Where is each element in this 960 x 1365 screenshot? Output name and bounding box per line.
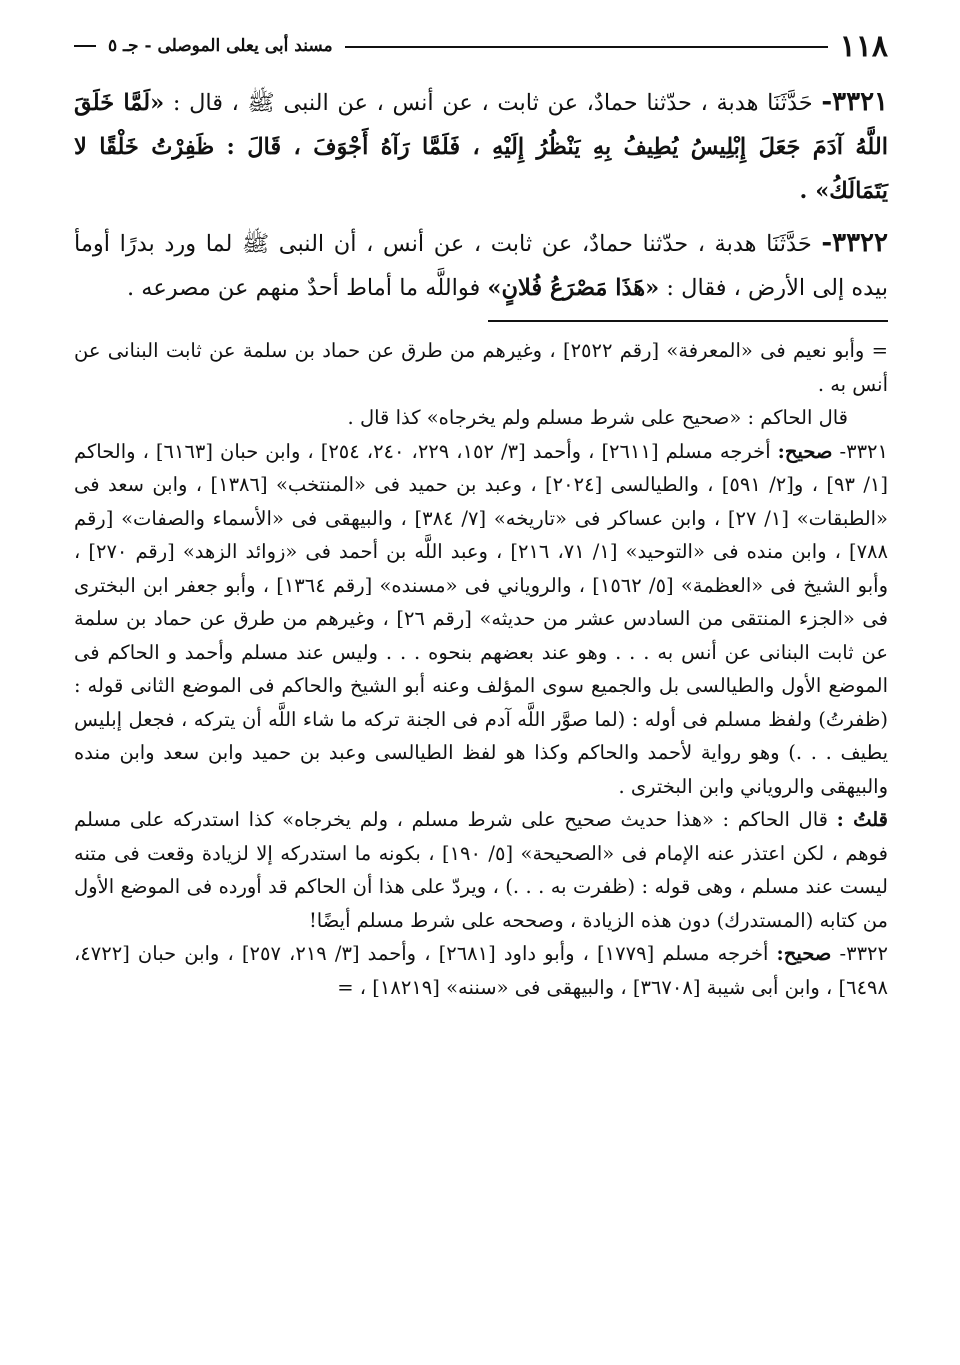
page-number: ١١٨: [839, 28, 888, 64]
hadith-text: فواللَّه ما أماط أحدٌ منهم عن مصرعه .: [126, 275, 481, 301]
main-text: [74, 80, 888, 310]
note-grade: صحيح:: [777, 439, 833, 463]
header-rule: [345, 46, 828, 48]
hadith-3322: [74, 221, 888, 310]
note-number: ٣٣٢١-: [839, 439, 889, 463]
hadith-chain: حَدَّثَنَا هدبة ، حدّثنا حمادٌ، عن ثابت ، عن أنس ، عن النبى ﷺ ، قال :: [172, 90, 813, 116]
note-3322: [74, 937, 888, 1004]
page-header: [74, 28, 888, 64]
note-body: أخرجه مسلم [١٧٧٩] ، وأبو داود [٢٦٨١] ، وأحمد [٣/ ٢١٩، ٢٥٧] ، وابن حبان [٤٧٢٢، ٦٤٩٨] ، وابن أبى شيبة [٣٦٧٠٨] ، والبيهقى فى «سننه» [١٨٢١٩] ، =: [74, 942, 888, 999]
hadith-number: ٣٣٢١-: [821, 87, 889, 117]
note-body: قال الحاكم : «هذا حديث صحيح على شرط مسلم ، ولم يخرجاه» كذا استدركه على مسلم فوهم ، لكن اعتذر عنه الإمام فى «الصحيحة» [٥/ ١٩٠] ، بكونه ما استدركه إلا لزيادة وقعت فى متنه ليست عند مسلم ، وهى قوله : (ظفرت به . . .) ، ويردّ على هذا أن الحاكم قد أورده فى الموضع الأول من كتابه (المستدرك) دون هذه الزيادة ، وصححه على شرط مسلم أيضًا!: [74, 808, 888, 932]
note-qultu-label: قلتُ :: [836, 808, 888, 831]
note-qultu: [74, 803, 888, 937]
header-dash: [74, 45, 96, 47]
page: [74, 28, 888, 1345]
hadith-text: حَدَّثَنَا هدبة ، حدّثنا حمادٌ، عن ثابت ، عن أنس ، أن النبى ﷺ لما ورد بدرًا أومأ بيده إلى الأرض ، فقال :: [74, 231, 888, 301]
hadith-3321: [74, 80, 888, 213]
note-grade: صحيح:: [776, 942, 832, 965]
note-body: أخرجه مسلم [٢٦١١] ، وأحمد [٣/ ١٥٢، ٢٢٩، ٢٤٠، ٢٥٤] ، وابن حبان [٦١٦٣] ، والحاكم [١/ ٩٣] ، و[٢/ ٥٩١] ، والطيالسى [٢٠٢٤] ، وعبد بن حميد فى «المنتخب» [١٣٨٦] ، وابن سعد فى «الطبقات» [١/ ٢٧] ، وابن عساكر فى «تاريخه» [٧/ ٣٨٤] ، والبيهقى فى «الأسماء والصفات» [رقم ٧٨٨] ، وابن منده فى «التوحيد» [١/ ٧١، ٢١٦] ، وعبد اللَّه بن أحمد فى «زوائد الزهد» [رقم ٢٧٠] ، وأبو الشيخ فى «العظمة» [٥/ ١٥٦٢] ، والروياني فى «مسنده» [رقم ١٣٦٤] ، وأبو جعفر ابن البخترى فى «الجزء المنتقى من السادس عشر من حديثه» [رقم ٢٦] ، وغيرهم من طرق عن حماد بن سلمة عن ثابت البنانى عن أنس به . . . وهو عند بعضهم بنحوه . . . وليس عند مسلم وأحمد و الحاكم فى الموضع الأول والطيالسى بل والجميع سوى المؤلف وعنه أبو الشيخ والحاكم فى الموضع الثانى قوله : (ظفرتُ) ولفظ مسلم فى أوله : (لما صوَّر اللَّه آدم فى الجنة تركه ما شاء اللَّه أن يتركه ، فجعل إبليس يطيف . . .) وهو رواية لأحمد والحاكم وكذا هو لفظ الطيالسى وعبد بن حميد وابن سعد وابن منده والبيهقى والروياني وابن البخترى .: [74, 439, 888, 798]
footnote-separator: [488, 320, 888, 322]
hadith-matn: «لَمَّا خَلَقَ اللَّهُ آدَمَ جَعَلَ إِبْلِيسُ يُطِيفُ بِهِ يَنْظُرُ إِلَيْهِ ، فَلَمَّا رَآهُ أَجْوَفَ ، قَالَ : ظَفِرْتُ خَلْقًا لا يَتَمَالَكُ» .: [74, 90, 888, 204]
hadith-number: ٣٣٢٢-: [821, 228, 888, 258]
note-number: ٣٣٢٢-: [839, 942, 888, 965]
note-hakim: قال الحاكم : «صحيح على شرط مسلم ولم يخرجاه» كذا قال .: [347, 406, 848, 429]
note-3321: [74, 435, 888, 804]
footnotes: [74, 334, 888, 1004]
hadith-matn: «هَذَا مَصْرَعُ فُلانٍ»: [487, 275, 660, 301]
book-title: مسند أبى يعلى الموصلى - جـ ٥: [108, 36, 333, 56]
note-continuation: = وأبو نعيم فى «المعرفة» [رقم ٢٥٢٢] ، وغيرهم من طرق عن حماد بن سلمة عن ثابت البنانى عن أنس به .: [74, 339, 888, 396]
